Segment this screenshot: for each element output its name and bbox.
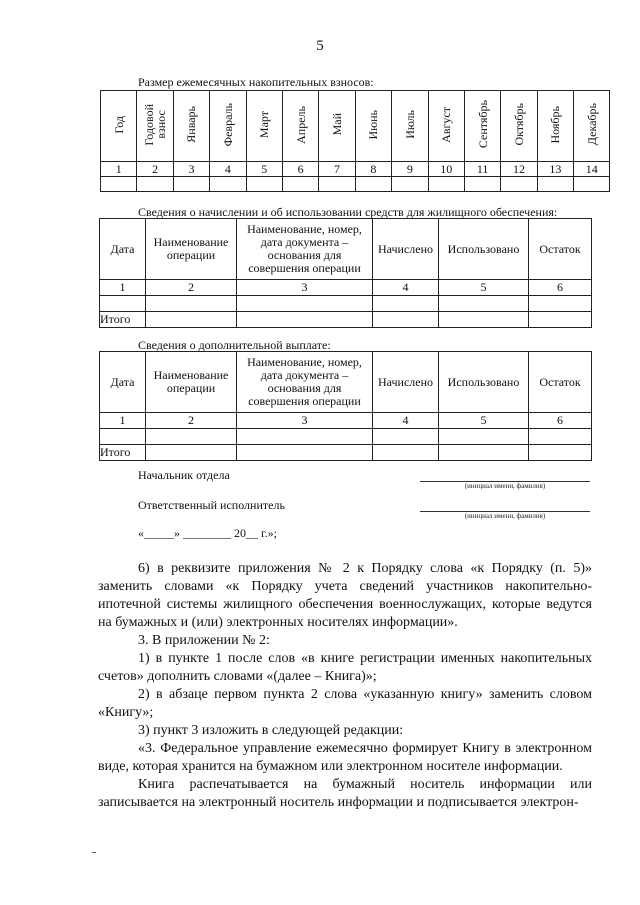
column-number: 6 [529,413,592,429]
column-number: 8 [355,162,391,177]
paragraph: 3) пункт 3 изложить в следующей редакции: [138,723,404,738]
column-number: 9 [392,162,428,177]
column-number: 4 [210,162,246,177]
column-number: 13 [537,162,573,177]
column-number: 6 [529,280,592,296]
total-label: Итого [100,312,146,328]
header-cell: Год [101,91,137,162]
column-number: 2 [146,413,237,429]
header-cell: Май [319,91,355,162]
column-number: 6 [282,162,318,177]
date-line: «_____» ________ 20__ г.»; [138,526,277,540]
executor-signature-hint: (инициал имени, фамилия) [464,512,546,520]
header-cell: Начислено [373,352,439,413]
margin-mark [92,852,96,853]
column-number: 3 [173,162,209,177]
accrual-usage-table [99,218,592,328]
paragraph: 3. В приложении № 2: [138,633,270,648]
column-number: 10 [428,162,464,177]
column-number: 4 [373,413,439,429]
additional-payment-table [99,351,592,461]
paragraph: «3. Федеральное управление ежемесячно формирует Книгу в электронном виде, которая хранится на бумажном или электронном носителе информации. [98,741,592,774]
section2-caption: Сведения о начислении и об использовании средств для жилищного обеспечения: [138,205,558,219]
header-cell: Сентябрь [464,91,500,162]
total-label: Итого [100,445,146,461]
column-number: 3 [237,413,373,429]
executor-label: Ответственный исполнитель [138,498,285,512]
header-cell: Годовой взнос [137,91,173,162]
column-number: 1 [101,162,137,177]
header-cell: Наименование, номер, дата документа – основания для совершения операции [237,352,373,413]
header-cell: Наименование, номер, дата документа – основания для совершения операции [237,219,373,280]
column-number: 11 [464,162,500,177]
header-cell: Начислено [373,219,439,280]
header-cell: Остаток [529,219,592,280]
column-number: 5 [439,413,529,429]
header-cell: Июль [392,91,428,162]
column-number: 5 [246,162,282,177]
column-number: 14 [574,162,610,177]
column-number: 12 [501,162,537,177]
paragraph: 6) в реквизите приложения № 2 к Порядку слова «к Порядку (п. 5)» заменить словами «к Порядку учета сведений участников накопительно-ипотечной системы жилищного обеспечения военнослужащих, которые ведутся на бумажных и (или) электронных носителях информации». [98,561,592,630]
column-number: 7 [319,162,355,177]
header-cell: Ноябрь [537,91,573,162]
column-number: 5 [439,280,529,296]
header-cell: Март [246,91,282,162]
header-cell: Декабрь [574,91,610,162]
column-number: 2 [137,162,173,177]
paragraph: 1) в пункте 1 после слов «в книге регистрации именных накопительных счетов» дополнить словами «(далее – Книга)»; [98,651,592,684]
header-cell: Дата [100,219,146,280]
header-cell: Использовано [439,352,529,413]
body-text [98,560,592,812]
table-row [100,296,592,312]
header-cell: Февраль [210,91,246,162]
column-number: 1 [100,280,146,296]
paragraph: 2) в абзаце первом пункта 2 слова «указанную книгу» заменить словом «Книгу»; [98,687,592,720]
column-number: 1 [100,413,146,429]
section3-caption: Сведения о дополнительной выплате: [138,338,331,352]
column-number: 2 [146,280,237,296]
total-row [100,312,592,328]
head-of-department-label: Начальник отдела [138,468,230,482]
header-cell: Январь [173,91,209,162]
head-signature-hint: (инициал имени, фамилия) [464,482,546,490]
header-cell: Июнь [355,91,391,162]
header-cell: Август [428,91,464,162]
header-cell: Наименование операции [146,352,237,413]
header-cell: Наименование операции [146,219,237,280]
paragraph: Книга распечатывается на бумажный носитель информации или записывается на электронный носитель информации и подписывается электрон- [98,777,592,810]
header-cell: Использовано [439,219,529,280]
column-number: 3 [237,280,373,296]
total-row [100,445,592,461]
table-row [100,429,592,445]
page-number: 5 [316,38,324,54]
header-cell: Октябрь [501,91,537,162]
header-cell: Дата [100,352,146,413]
section1-caption: Размер ежемесячных накопительных взносов: [138,75,374,89]
header-cell: Остаток [529,352,592,413]
monthly-contributions-table [100,90,610,192]
table-row [101,177,610,192]
header-cell: Апрель [282,91,318,162]
column-number: 4 [373,280,439,296]
